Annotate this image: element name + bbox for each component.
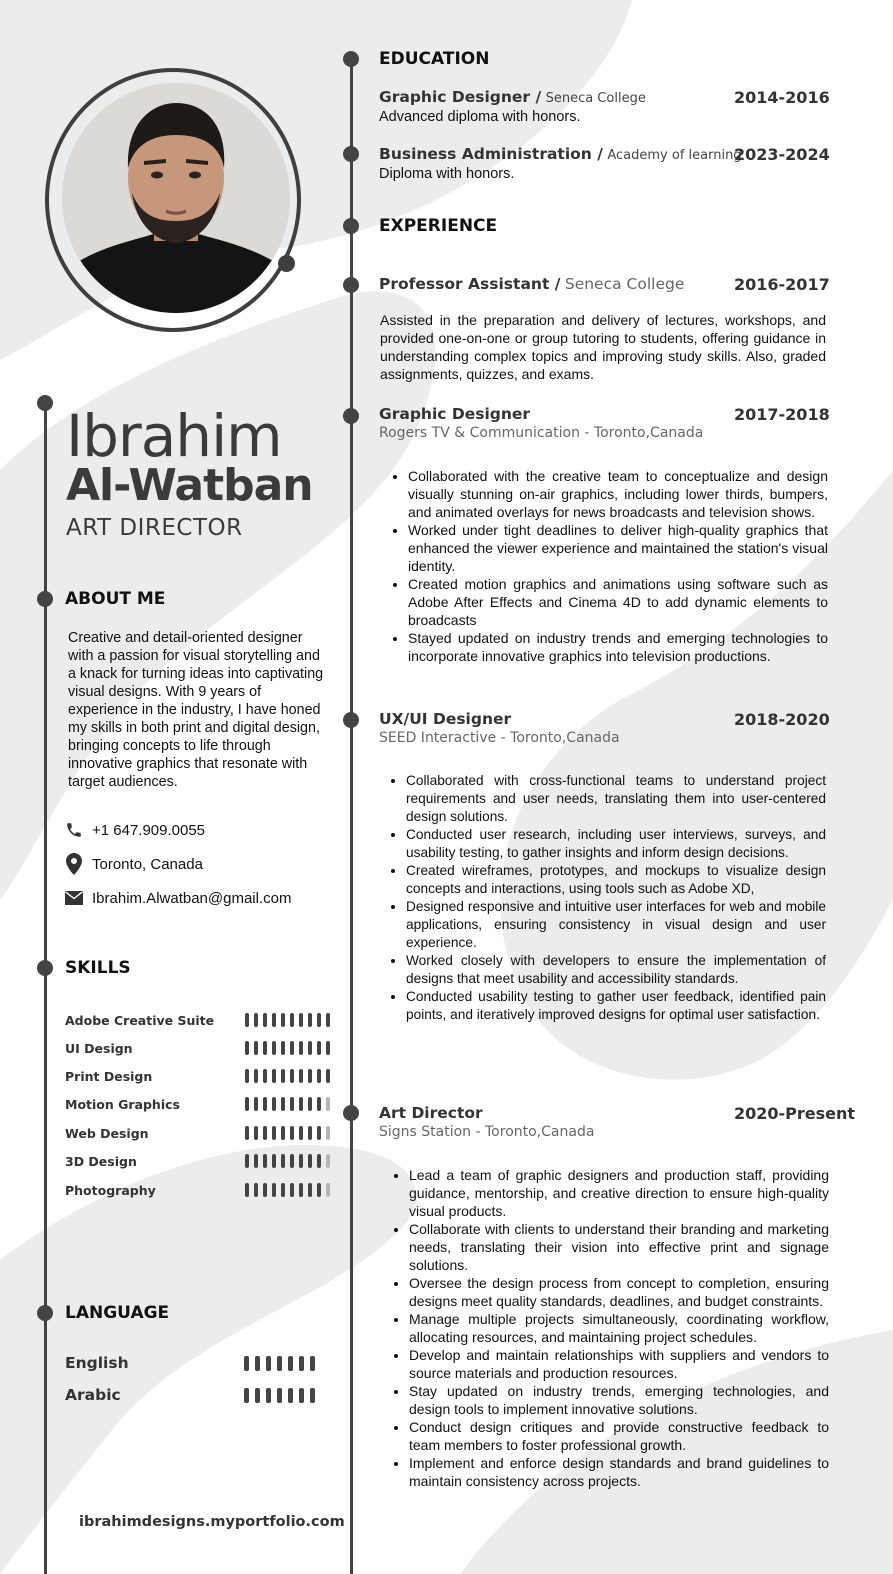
job-title: Art Director xyxy=(379,1104,483,1122)
skill-level-tick xyxy=(281,1154,285,1168)
skill-level-tick xyxy=(317,1183,321,1197)
language-row xyxy=(65,1352,315,1374)
about-dot xyxy=(37,591,53,607)
skill-level-tick xyxy=(299,1126,303,1140)
language-level-tick xyxy=(255,1356,260,1371)
language-level-tick xyxy=(288,1356,293,1371)
contact-email[interactable] xyxy=(64,886,334,910)
skill-level-tick xyxy=(281,1183,285,1197)
education-entry xyxy=(379,145,742,164)
skill-level-tick xyxy=(281,1097,285,1111)
skill-level-tick xyxy=(281,1126,285,1140)
education-entry xyxy=(379,88,646,107)
company-name: Signs Station - Toronto,Canada xyxy=(379,1124,595,1140)
skill-row xyxy=(65,1180,330,1200)
bullet-item: • Worked under tight deadlines to deliver high-quality graphics that enhanced the viewer experience and maintained the station's visual identity. xyxy=(408,521,828,575)
language-heading: LANGUAGE xyxy=(65,1303,170,1323)
bullet-item: • Manage multiple projects simultaneously, coordinating workflow, allocating resources, and maintaining project schedules. xyxy=(409,1310,829,1346)
skill-level-tick xyxy=(290,1069,294,1083)
skill-level-bars xyxy=(245,1013,330,1027)
education-years: 2023-2024 xyxy=(734,145,830,164)
profile-photo xyxy=(62,83,290,313)
job-dot xyxy=(343,408,359,424)
skill-level-tick xyxy=(245,1069,249,1083)
skill-level-tick xyxy=(326,1069,330,1083)
language-name: Arabic xyxy=(65,1386,121,1404)
skills-heading: SKILLS xyxy=(65,958,131,978)
job-bullets xyxy=(383,1166,829,1490)
skill-level-tick xyxy=(263,1013,267,1027)
bullet-item: • Implement and enforce design standards and brand guidelines to maintain consistency across projects. xyxy=(409,1454,829,1490)
job-years: 2017-2018 xyxy=(734,405,830,424)
skill-name: Photography xyxy=(65,1182,156,1198)
job-years: 2018-2020 xyxy=(734,710,830,729)
school-name: Academy of learning xyxy=(607,148,742,163)
skill-level-tick xyxy=(245,1097,249,1111)
contact-location xyxy=(64,852,334,876)
skill-level-tick xyxy=(245,1154,249,1168)
skill-level-tick xyxy=(308,1154,312,1168)
language-level-tick xyxy=(288,1388,293,1403)
skill-level-tick xyxy=(290,1126,294,1140)
portfolio-link[interactable]: ibrahimdesigns.myportfolio.com xyxy=(79,1514,345,1530)
skill-level-tick xyxy=(317,1013,321,1027)
skill-level-tick xyxy=(272,1154,276,1168)
bullet-item: • Stay updated on industry trends, emerging technologies, and design tools to implement innovative solutions. xyxy=(409,1382,829,1418)
skill-row xyxy=(65,1151,330,1171)
skill-level-tick xyxy=(263,1069,267,1083)
education-years: 2014-2016 xyxy=(734,88,830,107)
job-title: Graphic Designer xyxy=(379,405,531,423)
skill-level-tick xyxy=(263,1126,267,1140)
first-name: Ibrahim xyxy=(66,402,282,470)
language-level-tick xyxy=(266,1356,271,1371)
skill-level-tick xyxy=(299,1183,303,1197)
language-level-tick xyxy=(277,1356,282,1371)
skill-level-tick xyxy=(263,1154,267,1168)
skill-name: Adobe Creative Suite xyxy=(65,1012,215,1028)
language-dot xyxy=(37,1305,53,1321)
skill-level-tick xyxy=(245,1013,249,1027)
last-name: Al-Watban xyxy=(66,460,313,511)
degree-title: Graphic Designer / xyxy=(379,88,542,106)
skill-level-tick xyxy=(281,1041,285,1055)
envelope-icon xyxy=(64,888,84,908)
job-title: UX/UI Designer xyxy=(379,710,512,728)
language-level-tick xyxy=(277,1388,282,1403)
about-heading: ABOUT ME xyxy=(65,589,166,609)
skill-level-tick xyxy=(254,1154,258,1168)
skill-level-tick xyxy=(308,1097,312,1111)
skill-level-tick xyxy=(326,1013,330,1027)
skill-level-tick xyxy=(317,1041,321,1055)
skill-level-tick xyxy=(245,1041,249,1055)
skill-level-tick xyxy=(299,1154,303,1168)
skill-level-tick xyxy=(272,1183,276,1197)
company-name: Seneca College xyxy=(564,275,685,293)
skill-level-tick xyxy=(245,1126,249,1140)
job-title: Professor Assistant / xyxy=(379,275,561,293)
skills-dot xyxy=(37,960,53,976)
skill-level-tick xyxy=(308,1183,312,1197)
skill-level-tick xyxy=(317,1097,321,1111)
skill-name: Motion Graphics xyxy=(65,1096,180,1112)
skill-level-tick xyxy=(299,1069,303,1083)
language-level-tick xyxy=(299,1356,304,1371)
skill-level-tick xyxy=(281,1069,285,1083)
skill-level-tick xyxy=(272,1097,276,1111)
skill-level-tick xyxy=(326,1097,330,1111)
bullet-item: • Collaborated with the creative team to conceptualize and design visually stunning on-air graphics, including lower thirds, bumpers, and animated overlays for news broadcasts and television shows. xyxy=(408,467,828,521)
contact-phone[interactable] xyxy=(64,818,334,842)
school-name: Seneca College xyxy=(545,91,646,106)
skill-level-tick xyxy=(290,1154,294,1168)
skill-level-tick xyxy=(290,1013,294,1027)
bullet-item: • Develop and maintain relationships with suppliers and vendors to source materials and production resources. xyxy=(409,1346,829,1382)
education-note: Advanced diploma with honors. xyxy=(379,109,581,125)
left-timeline-line xyxy=(44,403,47,1574)
skill-level-tick xyxy=(317,1126,321,1140)
job-years: 2016-2017 xyxy=(734,275,830,294)
skill-level-tick xyxy=(326,1041,330,1055)
skill-level-tick xyxy=(299,1041,303,1055)
skill-level-tick xyxy=(326,1183,330,1197)
language-level-bars xyxy=(244,1356,315,1371)
education-dot xyxy=(343,146,359,162)
skill-level-tick xyxy=(299,1013,303,1027)
ring-dot xyxy=(278,255,295,272)
bullet-item: • Created wireframes, prototypes, and mockups to visualize design concepts and interactions, using tools such as Adobe XD, xyxy=(406,862,826,898)
bullet-item: • Conducted user research, including user interviews, surveys, and usability testing, to gather insights and inform design decisions. xyxy=(406,826,826,862)
skill-level-tick xyxy=(254,1069,258,1083)
skill-name: 3D Design xyxy=(65,1153,137,1169)
job-description: Assisted in the preparation and delivery of lectures, workshops, and provided one-on-one or group tutoring to students, offering guidance in understanding complex topics and improving study skills. Also, graded assignments, quizzes, and exams. xyxy=(380,312,826,382)
skill-level-bars xyxy=(245,1041,330,1055)
skill-level-tick xyxy=(308,1069,312,1083)
language-name: English xyxy=(65,1354,129,1372)
skill-level-tick xyxy=(254,1126,258,1140)
education-dot xyxy=(343,51,359,67)
company-name: SEED Interactive - Toronto,Canada xyxy=(379,730,620,746)
skill-level-tick xyxy=(263,1097,267,1111)
bullet-item: • Created motion graphics and animations using software such as Adobe After Effects and Cinema 4D to add dynamic elements to broadcasts xyxy=(408,575,828,629)
skill-level-tick xyxy=(290,1041,294,1055)
about-text: Creative and detail-oriented designer with a passion for visual storytelling and a knack for turning ideas into captivating visual designs. With 9 years of experience in the industry, I have honed my skills in both print and digital design, bringing concepts to life through innovative graphics that resonate with target audiences. xyxy=(68,630,324,790)
skill-level-tick xyxy=(254,1041,258,1055)
job-dot xyxy=(343,1105,359,1121)
job-dot xyxy=(343,712,359,728)
location-text: Toronto, Canada xyxy=(92,855,203,873)
company-name: Rogers TV & Communication - Toronto,Canada xyxy=(379,425,704,441)
skill-level-tick xyxy=(308,1041,312,1055)
experience-heading: EXPERIENCE xyxy=(379,216,498,236)
bullet-item: • Worked closely with developers to ensure the implementation of designs that meet usability and accessibility standards. xyxy=(406,952,826,988)
skill-level-tick xyxy=(317,1154,321,1168)
bullet-item: • Conducted usability testing to gather user feedback, identified pain points, and iteratively improved designs for optimal user satisfaction. xyxy=(406,988,826,1024)
skill-level-bars xyxy=(245,1126,330,1140)
language-level-tick xyxy=(266,1388,271,1403)
skill-level-tick xyxy=(245,1183,249,1197)
skill-level-tick xyxy=(317,1069,321,1083)
skill-level-tick xyxy=(254,1183,258,1197)
skill-level-bars xyxy=(245,1154,330,1168)
skill-level-tick xyxy=(272,1013,276,1027)
skill-level-tick xyxy=(308,1126,312,1140)
language-row xyxy=(65,1384,315,1406)
skill-level-tick xyxy=(326,1126,330,1140)
skill-level-tick xyxy=(299,1097,303,1111)
skill-level-tick xyxy=(281,1013,285,1027)
bullet-item: • Stayed updated on industry trends and emerging technologies to incorporate innovative graphics into television productions. xyxy=(408,629,828,665)
experience-dot xyxy=(343,218,359,234)
job-dot xyxy=(343,277,359,293)
job-header xyxy=(379,275,684,294)
map-pin-icon xyxy=(64,854,84,874)
education-note: Diploma with honors. xyxy=(379,166,515,182)
skill-level-tick xyxy=(326,1154,330,1168)
job-years: 2020-Present xyxy=(734,1104,856,1123)
bullet-item: • Lead a team of graphic designers and production staff, providing guidance, mentorship, and creative direction to ensure high-quality visual products. xyxy=(409,1166,829,1220)
email-text: Ibrahim.Alwatban@gmail.com xyxy=(92,889,292,907)
phone-text: +1 647.909.0055 xyxy=(92,821,206,839)
skill-level-tick xyxy=(290,1183,294,1197)
bullet-item: • Collaborate with clients to understand their branding and marketing needs, translating their vision into effective print and signage solutions. xyxy=(409,1220,829,1274)
skill-level-tick xyxy=(272,1041,276,1055)
skill-level-tick xyxy=(272,1069,276,1083)
skill-level-tick xyxy=(254,1097,258,1111)
skill-level-tick xyxy=(308,1013,312,1027)
skill-name: Print Design xyxy=(65,1068,153,1084)
skill-level-tick xyxy=(254,1013,258,1027)
job-bullets xyxy=(380,772,826,1024)
skill-level-tick xyxy=(290,1097,294,1111)
language-level-tick xyxy=(255,1388,260,1403)
bullet-item: • Designed responsive and intuitive user interfaces for web and mobile applications, ensuring consistency in visual design and user experience. xyxy=(406,898,826,952)
degree-title: Business Administration / xyxy=(379,145,603,163)
bullet-item: • Conduct design critiques and provide constructive feedback to team members to foster professional growth. xyxy=(409,1418,829,1454)
job-title: ART DIRECTOR xyxy=(66,515,243,541)
skill-row xyxy=(65,1038,330,1058)
language-level-tick xyxy=(244,1388,249,1403)
skill-level-tick xyxy=(272,1126,276,1140)
skill-name: Web Design xyxy=(65,1125,149,1141)
skill-level-tick xyxy=(263,1183,267,1197)
language-level-tick xyxy=(244,1356,249,1371)
language-level-tick xyxy=(310,1356,315,1371)
skill-level-bars xyxy=(245,1097,330,1111)
skill-level-bars xyxy=(245,1069,330,1083)
language-level-tick xyxy=(299,1388,304,1403)
bullet-item: • Oversee the design process from concept to completion, ensuring designs meet quality standards, deadlines, and budget constraints. xyxy=(409,1274,829,1310)
skill-name: UI Design xyxy=(65,1040,133,1056)
education-heading: EDUCATION xyxy=(379,49,490,69)
name-dot xyxy=(37,395,53,411)
skill-level-bars xyxy=(245,1183,330,1197)
job-bullets xyxy=(382,467,828,665)
phone-icon xyxy=(64,820,84,840)
skill-row xyxy=(65,1010,330,1030)
skill-row xyxy=(65,1094,330,1114)
bullet-item: • Collaborated with cross-functional teams to understand project requirements and user needs, translating them into user-centered design solutions. xyxy=(406,772,826,826)
language-level-tick xyxy=(310,1388,315,1403)
language-level-bars xyxy=(244,1388,315,1403)
skill-level-tick xyxy=(263,1041,267,1055)
skill-row xyxy=(65,1123,330,1143)
skill-row xyxy=(65,1066,330,1086)
